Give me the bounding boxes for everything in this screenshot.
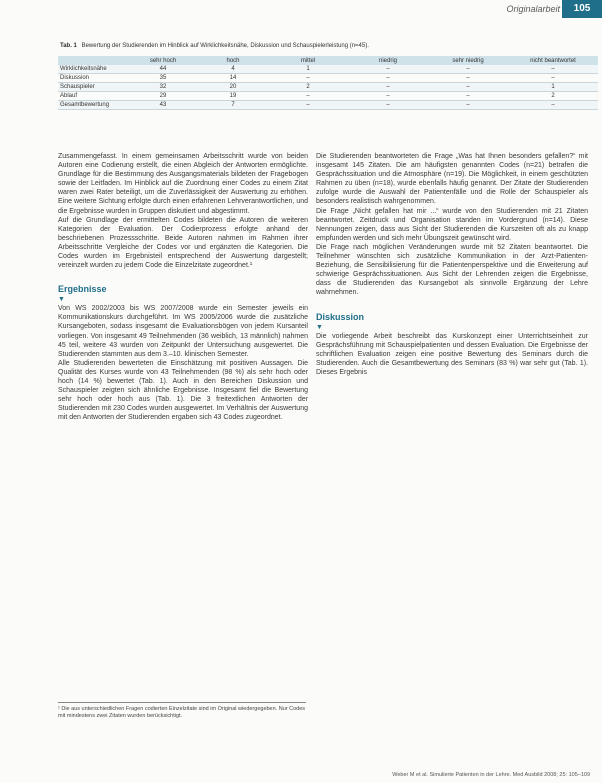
table-caption-text: Bewertung der Studierenden im Hinblick auf Wirklichkeitsnähe, Diskussion und Schauspielerleistung (n=45).	[81, 43, 369, 49]
table-header-row	[58, 56, 598, 65]
section-label: Originalarbeit	[506, 4, 560, 14]
body-paragraph: Von WS 2002/2003 bis WS 2007/2008 wurde ein Semester jeweils ein Kommunikationskurs durchgeführt. Im WS 2005/2006 wurde die zusätzliche Kursangeboten, sodass insgesamt die Evaluationsbögen von jedem Kursanteil vorliegen. Von insgesamt 49 Teilnehmenden (36 weiblich, 13 männlich) nahmen 45 teil, weitere 43 wurden von Zeitpunkt der Untersuchung ausgewertet. Die Studierenden stammten aus dem 3.–10. klinischen Semester.	[58, 305, 308, 358]
table-header-cell: mittel	[268, 56, 348, 65]
table-cell: 14	[198, 74, 268, 83]
table-cell: 7	[198, 101, 268, 110]
body-paragraph: Zusammengefasst. In einem gemeinsamen Arbeitsschritt wurde von beiden Autoren eine Codierung erstellt, die einen Abgleich der Antworten ermöglichte. Grundlage für die Bestimmung des Ausgangsmaterials bildeten der Fragebogen sowie der Leitfaden. Im Hinblick auf die Zuordnung einer Codes zu einem Zitat waren zwei Rater beteiligt, um die Zuverlässigkeit der Auswertung zu erhöhen. Eine weitere Sichtung erfolgte durch einen erfahrenen Lehrverantwortlichen, und die Ergebnisse wurden in Gruppen diskutiert und abgestimmt.	[58, 153, 308, 215]
table-cell: –	[508, 74, 598, 83]
table-cell: –	[428, 74, 508, 83]
table-cell: 20	[198, 83, 268, 92]
table-row	[58, 92, 598, 101]
table-row	[58, 74, 598, 83]
table-header-cell: sehr niedrig	[428, 56, 508, 65]
table-cell: Wirklichkeitsnähe	[58, 65, 128, 74]
footnote: ¹ Die aus unterschiedlichen Fragen codierten Einzelzitate sind im Original wiedergegeben. Nur Codes mit mindestens zwei Zitaten wurden berücksichtigt.	[58, 702, 306, 720]
left-column	[58, 152, 308, 422]
table-cell: 32	[128, 83, 198, 92]
table-cell: 43	[128, 101, 198, 110]
table-cell: –	[348, 74, 428, 83]
table-caption-label: Tab. 1	[60, 43, 77, 49]
table-cell: Diskussion	[58, 74, 128, 83]
table-cell: –	[268, 92, 348, 101]
body-paragraph: Die Frage nach möglichen Veränderungen wurde mit 52 Zitaten beantwortet. Die Teilnehmer wünschten sich zusätzliche Kommunikation in der Arzt-Patienten-Beziehung, die Sensibilisierung für die Patientenperspektive und die Erweiterung auf schwierige Gesprächssituationen. Aus Sicht der Lehrenden zeigen die Ergebnisse, dass die Studierenden das Kursangebot als sinnvolle Ergänzung der Lehre wahrnehmen.	[316, 243, 588, 297]
table-cell: –	[428, 83, 508, 92]
table-cell: 1	[268, 65, 348, 74]
table-caption	[60, 42, 580, 50]
table-cell: Ablauf	[58, 92, 128, 101]
body-paragraph: Die Frage „Nicht gefallen hat mir ...“ wurde von den Studierenden mit 21 Zitaten beantwortet. Zeitdruck und Organisation standen im Vordergrund (n=14). Diese Nennungen zeigen, dass aus Sicht der Studierenden die Kurszeiten oft als zu knapp empfunden werden und sich mehr Übungszeit gewünscht wird.	[316, 207, 588, 242]
section-arrow-icon: ▼	[316, 323, 323, 331]
table-cell: –	[508, 101, 598, 110]
table-cell: 2	[508, 92, 598, 101]
body-paragraph: Die vorliegende Arbeit beschreibt das Kurskonzept einer Unterrichtseinheit zur Gesprächsführung mit Schauspielpatienten und dessen Evaluation. Die Ergebnisse der schriftlichen Evaluation zeigen eine positive Bewertung des Seminars durch die Studierenden. Auch die Gesamtbewertung des Seminars (83 %) war sehr gut (Tab. 1). Dieses Ergebnis	[316, 332, 588, 376]
table-header-cell: hoch	[198, 56, 268, 65]
table-cell: –	[348, 65, 428, 74]
table-header-cell: nicht beantwortet	[508, 56, 598, 65]
table-cell: –	[428, 92, 508, 101]
page-footer: Weber M et al. Simulierte Patienten in der Lehre. Med Ausbild 2008; 25: 105–109	[392, 772, 590, 778]
table-header-cell	[58, 56, 128, 65]
table-cell: –	[428, 65, 508, 74]
table-header-cell: sehr hoch	[128, 56, 198, 65]
table-cell: 44	[128, 65, 198, 74]
table-header-cell: niedrig	[348, 56, 428, 65]
table-cell: –	[268, 74, 348, 83]
section-heading-discussion: Diskussion	[316, 311, 365, 322]
section-heading-results: Ergebnisse	[58, 284, 107, 295]
table-row	[58, 101, 598, 110]
page-number: 105	[562, 0, 602, 18]
table-row	[58, 83, 598, 92]
table-cell: 1	[508, 83, 598, 92]
table-cell: 4	[198, 65, 268, 74]
table-cell: 35	[128, 74, 198, 83]
table-cell: 2	[268, 83, 348, 92]
right-column	[316, 152, 588, 377]
results-table	[58, 56, 598, 110]
table-cell: 19	[198, 92, 268, 101]
body-paragraph: Auf die Grundlage der ermittelten Codes bildeten die Autoren die weiteren Kategorien der Evaluation. Der Codierprozess erfolgte anhand der beschriebenen Prozessschritte. Beide Autoren nahmen im Rahmen ihrer Arbeitsschritte Vergleiche der Codes vor und ergänzten die Kategorien. Die Codes wurden im Ergebnisteil entsprechend der Auswertung dargestellt; vereinzelt wurden zu jedem Code die Einzelzitate zugeordnet.¹	[58, 216, 308, 270]
table-cell: Schauspieler	[58, 83, 128, 92]
table-cell: –	[348, 83, 428, 92]
table-row	[58, 65, 598, 74]
table-cell: –	[428, 101, 508, 110]
table-cell: 29	[128, 92, 198, 101]
table-cell: –	[268, 101, 348, 110]
table-cell: Gesamtbewertung	[58, 101, 128, 110]
section-arrow-icon: ▼	[58, 296, 65, 304]
body-paragraph: Die Studierenden beantworteten die Frage „Was hat Ihnen besonders gefallen?“ mit insgesamt 145 Zitaten. Die am häufigsten genannten Codes (n=21) betrafen die Gesprächssituation und die Atmosphäre (n=19). Die Möglichkeit, in einem geschützten Rahmen zu üben (n=18), wurde ebenfalls häufig genannt. Der Zitate der Studierenden zufolge wurde die Auswahl der Patientenfälle und die Rolle der Schauspieler als besonders realistisch wahrgenommen.	[316, 153, 588, 206]
body-paragraph: Alle Studierenden bewerteten die Einschätzung mit positiven Aussagen. Die Qualität des Kurses wurde von 43 Teilnehmenden (98 %) als sehr hoch oder hoch (14 %) bewertet (Tab. 1). Auch in den Bereichen Diskussion und Schauspieler zeigten sich ähnliche Ergebnisse. Insgesamt fiel die Bewertung sehr hoch oder hoch aus (Tab. 1). Die 3 freitextlichen Antworten der Studierenden mit 230 Codes wurden ausgewertet. Im Verhältnis der Auswertung mit den Antworten der Studierenden ergaben sich 43 Codes zugeordnet.	[58, 359, 308, 422]
table-cell: –	[508, 65, 598, 74]
table-cell: –	[348, 92, 428, 101]
table-cell: –	[348, 101, 428, 110]
